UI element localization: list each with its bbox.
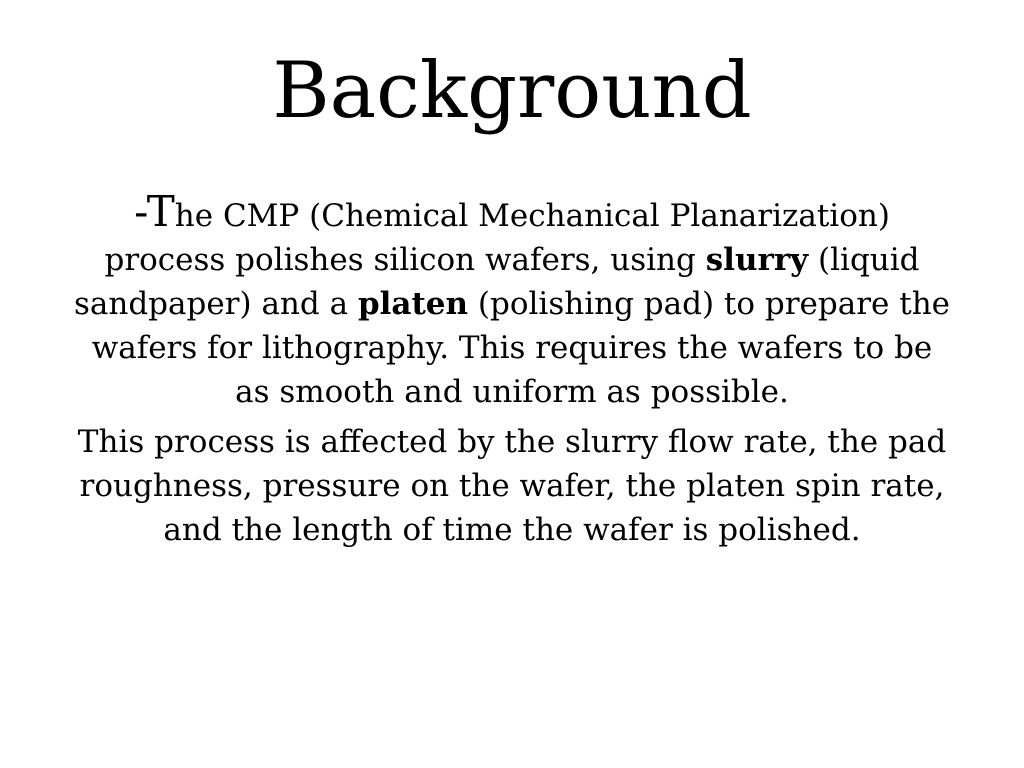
paragraph-cmp-process <box>72 187 952 414</box>
paragraph-lead-letters: -T <box>134 187 175 236</box>
paragraph-text-b: (liquid sandpaper) and a <box>73 242 920 322</box>
slide-title: Background <box>272 46 752 136</box>
term-slurry: slurry <box>705 242 809 278</box>
paragraph-text-a: he CMP (Chemical Mechanical Planarization) process polishes silicon wafers, using <box>104 198 890 278</box>
paragraph-text-c: (polishing pad) to prepare the wafers for lithography. This requires the wafers to be as smooth and uniform as possible. <box>91 286 951 410</box>
slide-body <box>72 187 952 558</box>
term-platen: platen <box>357 286 469 322</box>
paragraph-process-factors: This process is affected by the slurry flow rate, the pad roughness, pressure on the wafer, the platen spin rate, and the length of time the wafer is polished. <box>77 424 947 548</box>
